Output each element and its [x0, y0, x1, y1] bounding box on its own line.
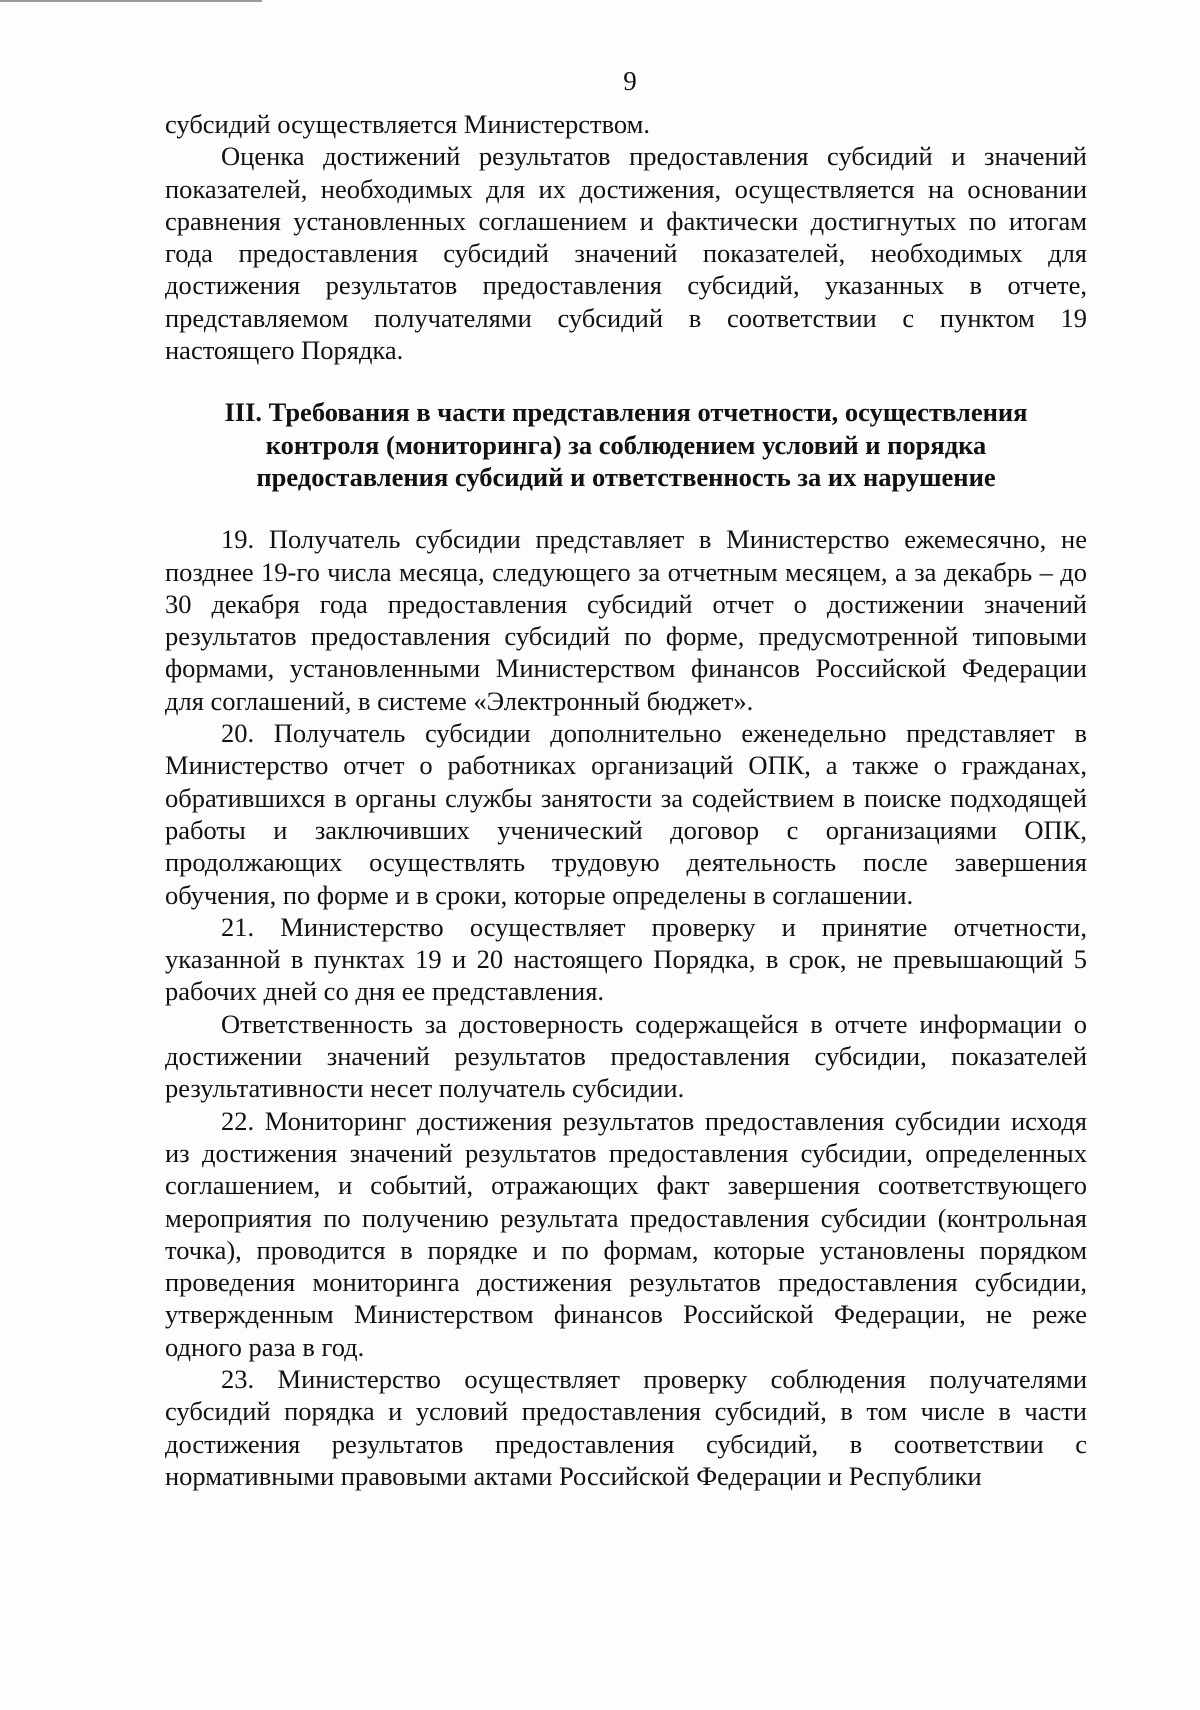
section-heading-line-3: предоставления субсидий и ответственность за их нарушение [256, 461, 996, 492]
section-heading [165, 396, 1087, 493]
scan-edge-line [0, 0, 262, 2]
paragraph-evaluation: Оценка достижений результатов предоставления субсидий и значений показателей, необходимых для их достижения, осуществляется на основании сравнения установленных соглашением и фактически достигнутых по итогам года предоставления субсидий значений показателей, необходимых для достижения результатов предоставления субсидий, указанных в отчете, представляемом получателями субсидий в соответствии с пунктом 19 настоящего Порядка. [165, 141, 1087, 366]
section-heading-line-2: контроля (мониторинга) за соблюдением условий и порядка [265, 429, 987, 460]
paragraph-continuation: субсидий осуществляется Министерством. [165, 109, 651, 139]
paragraph-23: 23. Министерство осуществляет проверку соблюдения получателями субсидий порядка и условий предоставления субсидий, в том числе в части достижения результатов предоставления субсидий, в соответствии с нормативными правовыми актами Российской Федерации и Республики [165, 1363, 1087, 1491]
paragraph-21-responsibility: Ответственность за достоверность содержащейся в отчете информации о достижении значений результатов предоставления субсидии, показателей результативности несет получатель субсидии. [165, 1008, 1087, 1104]
section-heading-line-1: III. Требования в части представления отчетности, осуществления [224, 397, 1028, 428]
paragraph-19: 19. Получатель субсидии представляет в Министерство ежемесячно, не позднее 19-го числа месяца, следующего за отчетным месяцем, а за декабрь – до 30 декабря года предоставления субсидий отчет о достижении значений результатов предоставления субсидий по форме, предусмотренной типовыми формами, установленными Министерством финансов Российской Федерации для соглашений, в системе «Электронный бюджет». [165, 524, 1087, 716]
page-number: 9 [623, 66, 637, 96]
paragraph-22: 22. Мониторинг достижения результатов предоставления субсидии исходя из достижения значений результатов предоставления субсидии, определенных соглашением, и событий, отражающих факт завершения соответствующего мероприятия по получению результата предоставления субсидии (контрольная точка), проводится в порядке и по формам, которые установлены порядком проведения мониторинга достижения результатов предоставления субсидии, утвержденным Министерством финансов Российской Федерации, не реже одного раза в год. [165, 1105, 1087, 1362]
document-body [165, 108, 1087, 1492]
paragraph-21: 21. Министерство осуществляет проверку и принятие отчетности, указанной в пунктах 19 и 20 настоящего Порядка, в срок, не превышающий 5 рабочих дней со дня ее представления. [165, 911, 1087, 1007]
paragraph-20: 20. Получатель субсидии дополнительно еженедельно представляет в Министерство отчет о работниках организаций ОПК, а также о гражданах, обратившихся в органы службы занятости за содействием в поиске подходящей работы и заключивших ученический договор с организациями ОПК, продолжающих осуществлять трудовую деятельность после завершения обучения, по форме и в сроки, которые определены в соглашении. [165, 718, 1087, 910]
